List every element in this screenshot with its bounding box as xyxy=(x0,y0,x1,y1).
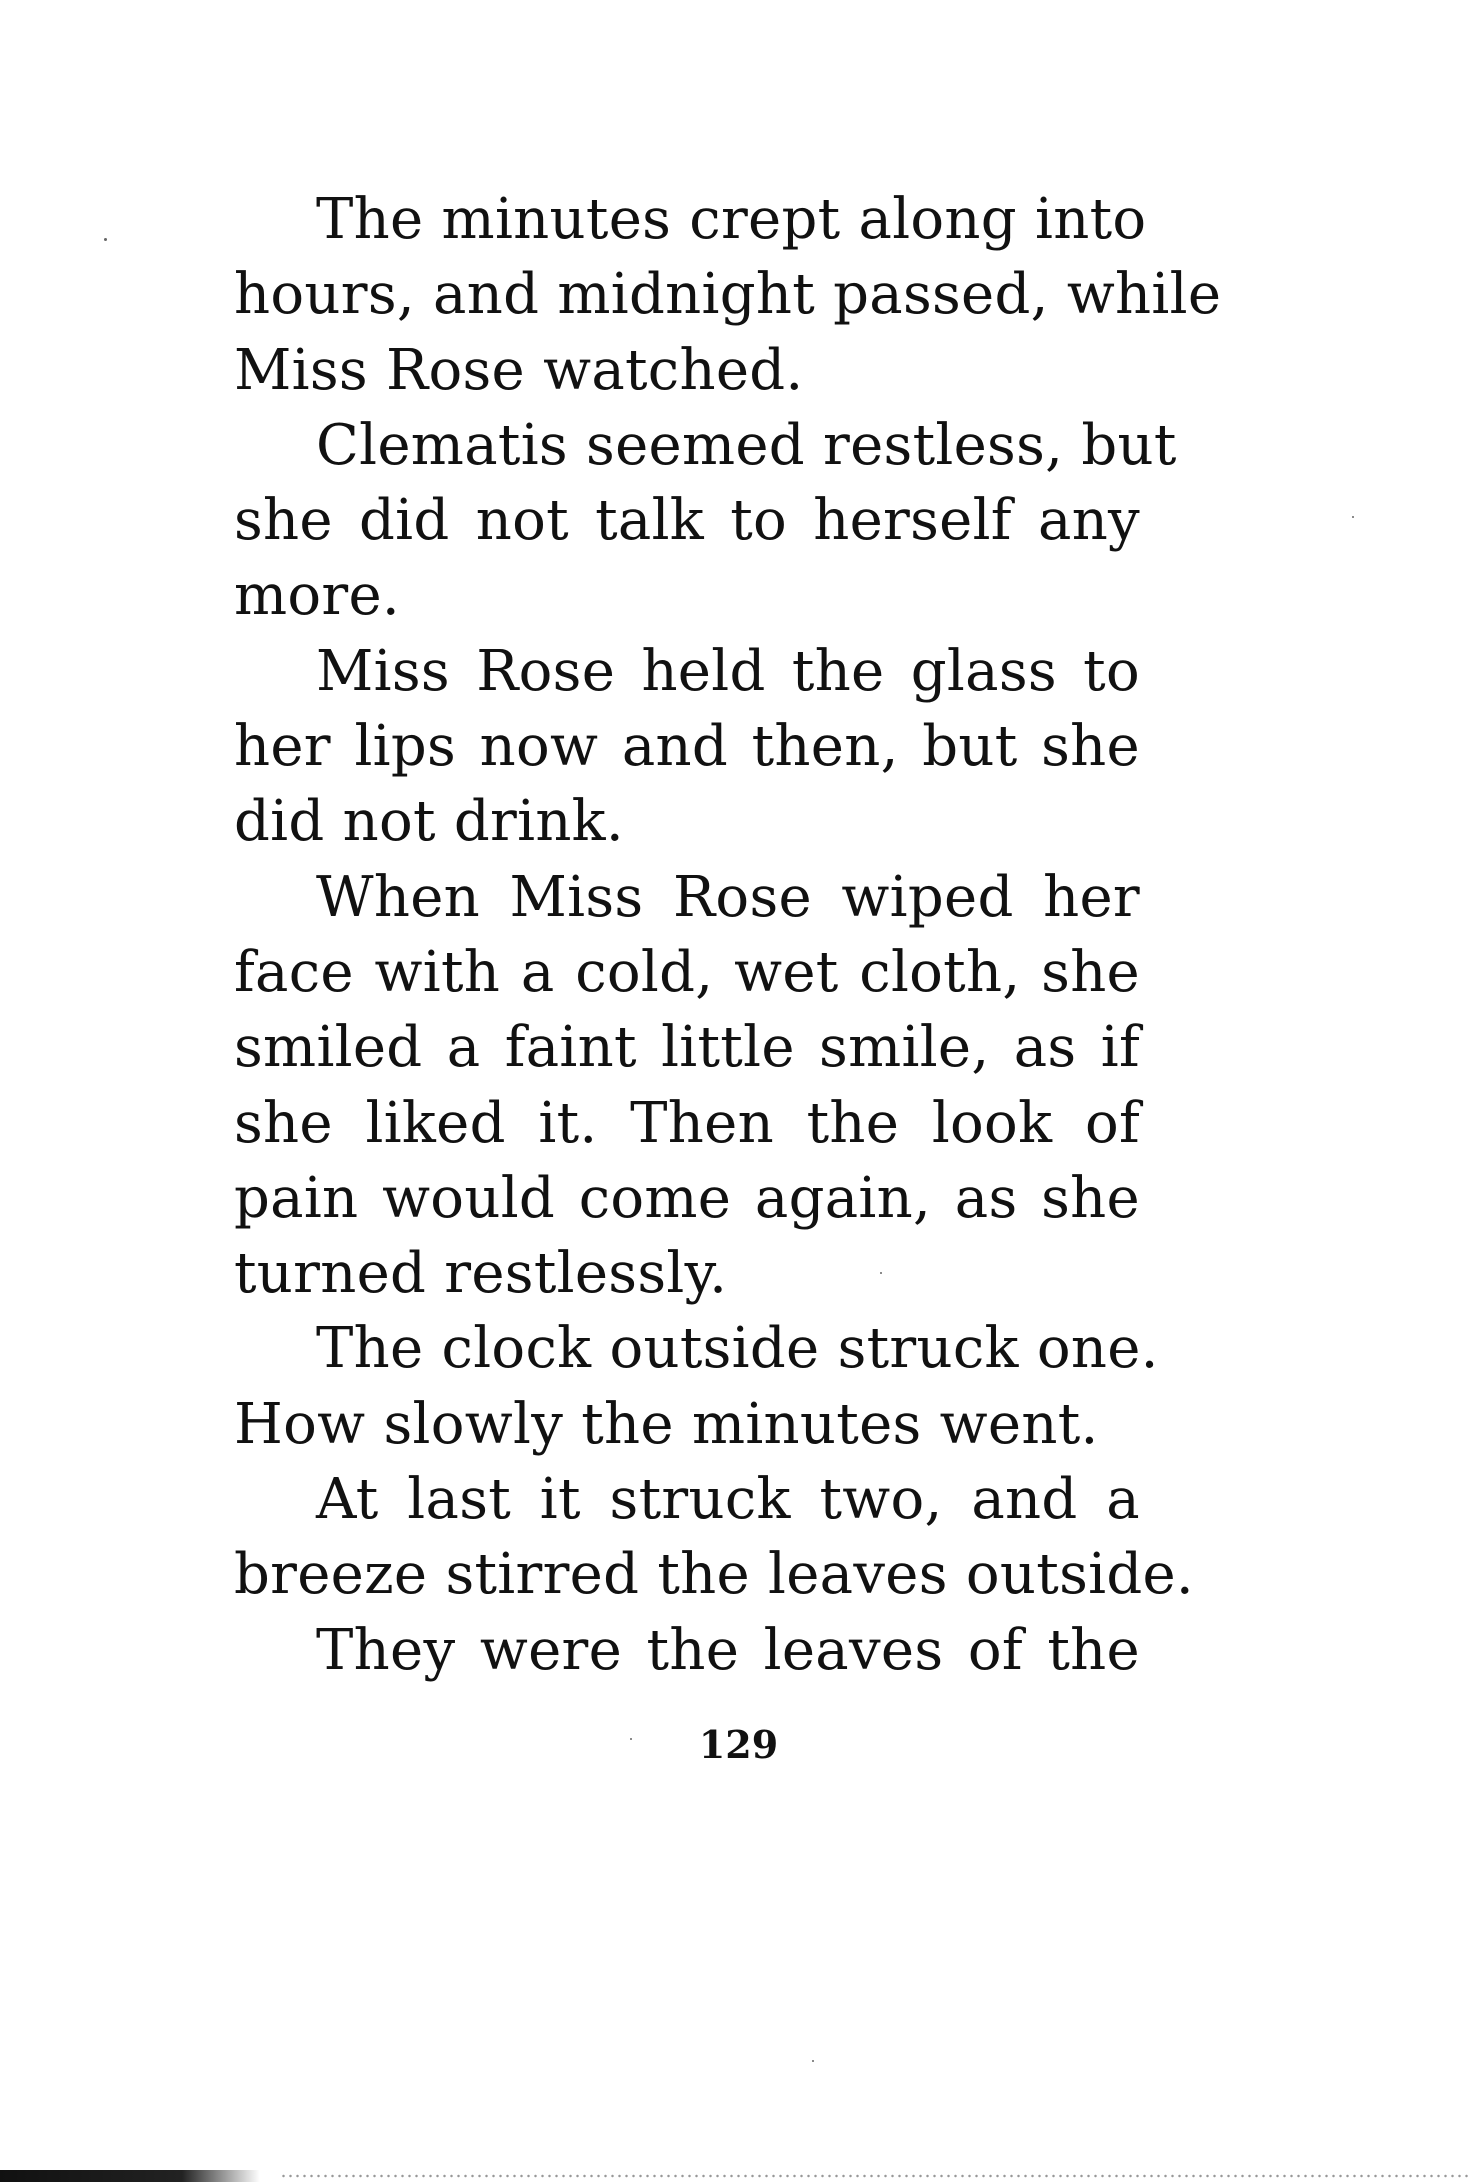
text-line: hours, and midnight passed, while xyxy=(234,262,1222,328)
scan-bottom-edge xyxy=(0,2166,1477,2182)
text-line: How slowly the minutes went. xyxy=(234,1391,1099,1457)
text-line: she liked it. Then the look of xyxy=(234,1090,1140,1156)
text-line: smiled a faint little smile, as if xyxy=(234,1015,1140,1081)
text-line: Miss Rose watched. xyxy=(234,337,804,403)
text-line: her lips now and then, but she xyxy=(234,714,1140,780)
text-line: did not drink. xyxy=(234,789,625,855)
text-line: she did not talk to herself any xyxy=(234,488,1140,554)
body-text xyxy=(234,182,1222,1688)
text-line: The minutes crept along into xyxy=(316,187,1147,252)
scan-shadow-bar xyxy=(0,2170,260,2182)
text-line: Miss Rose held the glass to xyxy=(316,638,1140,704)
text-line: They were the leaves of the xyxy=(316,1617,1140,1683)
scan-speck xyxy=(812,2060,814,2062)
text-line: more. xyxy=(234,563,401,629)
scan-speck xyxy=(1352,516,1354,518)
text-line: Clematis seemed restless, but xyxy=(316,412,1177,478)
text-line: face with a cold, wet cloth, she xyxy=(234,939,1140,1005)
scan-noise xyxy=(280,2173,1470,2179)
text-line: At last it struck two, and a xyxy=(316,1467,1140,1533)
scan-speck xyxy=(630,1738,632,1740)
text-line: breeze stirred the leaves outside. xyxy=(234,1542,1195,1608)
scan-speck xyxy=(880,1272,882,1274)
page-number: 129 xyxy=(698,1722,779,1767)
scan-speck xyxy=(104,238,107,241)
text-line: pain would come again, as she xyxy=(234,1165,1140,1231)
text-line: When Miss Rose wiped her xyxy=(316,864,1140,930)
text-line: turned restlessly. xyxy=(234,1241,728,1307)
text-line: The clock outside struck one. xyxy=(316,1316,1159,1382)
